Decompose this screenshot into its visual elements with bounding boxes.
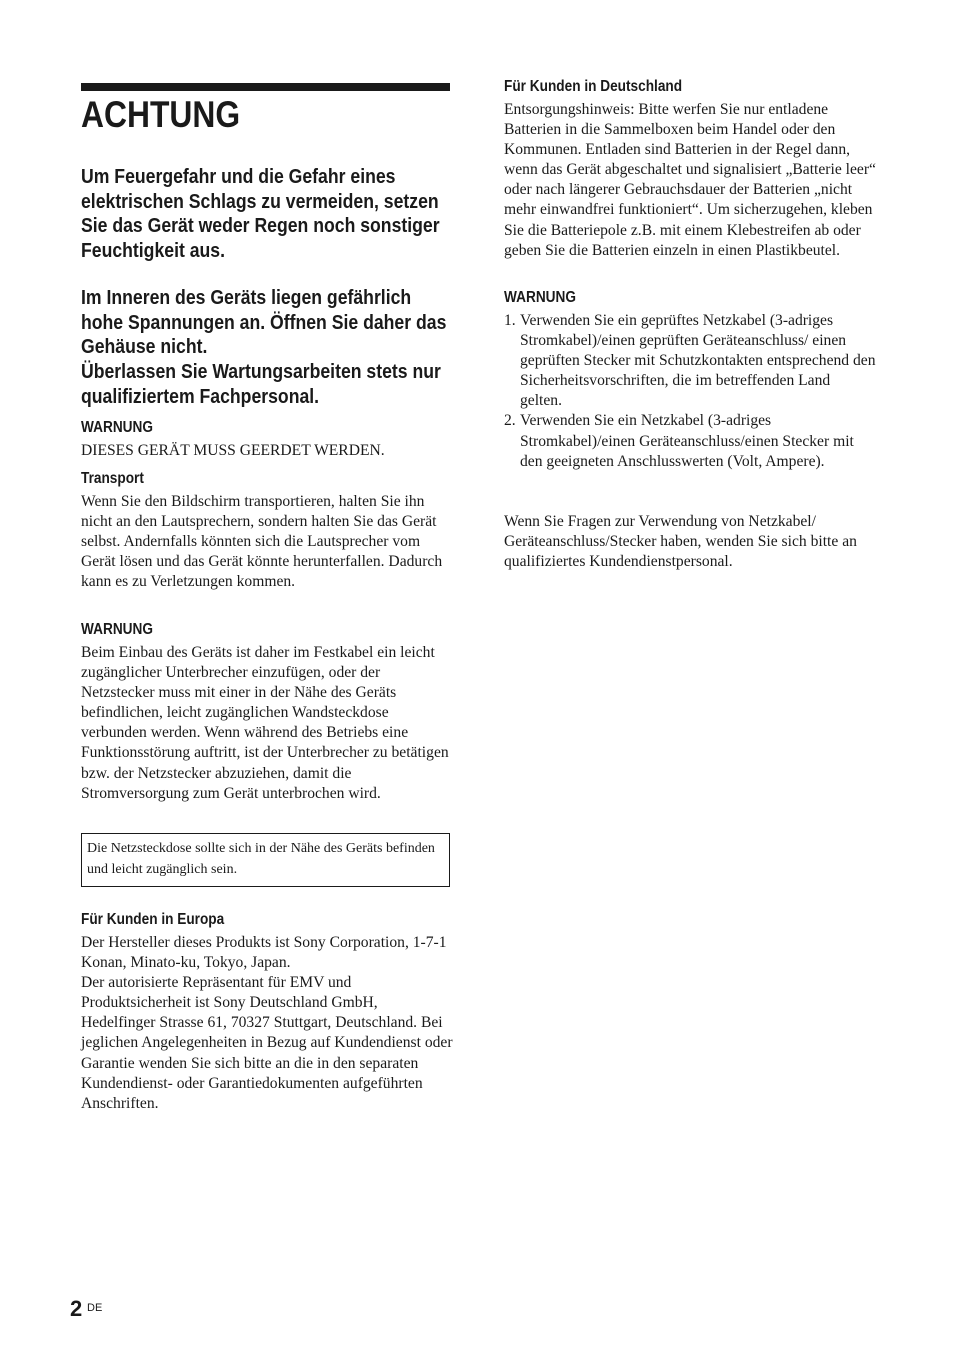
warnung-heading-2: WARNUNG bbox=[81, 621, 153, 638]
europa-heading: Für Kunden in Europa bbox=[81, 911, 225, 928]
list-item bbox=[504, 311, 876, 411]
notice-box bbox=[81, 833, 450, 887]
europa-text: Der Hersteller dieses Produkts ist Sony Corporation, 1-7-1 Konan, Minato-ku, Tokyo, Japan. Der autorisierte Repräsentant für EMV und Produktsicherheit ist Sony Deutschland GmbH, Hedelfinger Strasse 61, 70327 Stuttgart, Deutschland. Bei jeglichen Angelegenheiten in Bezug auf Kundendienst oder Garantie wenden Sie sich bitte an die in den separaten Kundendienst- oder Garantiedokumenten aufgeführten Anschriften. bbox=[81, 934, 453, 1112]
notice-box-text: Die Netzsteckdose sollte sich in der Nähe des Geräts befinden und leicht zugänglich sein. bbox=[87, 841, 435, 877]
warnung-list bbox=[504, 311, 876, 472]
list-item-number: 1. bbox=[504, 312, 516, 329]
warnung-text-2: Beim Einbau des Geräts ist daher im Festkabel ein leicht zugänglicher Unterbrecher einzufügen, oder der Netzstecker muss mit einer in der Nähe des Geräts befindlichen, leicht zugänglichen Wandsteckdose verbunden werden. Wenn während des Betriebs eine Funktionsstörung auftritt, ist der Unterbrecher zu betätigen bzw. der Netzstecker abzuziehen, damit die Stromversorgung zum Gerät unterbrochen wird. bbox=[81, 644, 449, 802]
page-number: 2 bbox=[70, 1296, 83, 1321]
transport-heading: Transport bbox=[81, 470, 144, 487]
transport-text: Wenn Sie den Bildschirm transportieren, halten Sie ihn nicht an den Lautsprechern, sondern halten Sie das Gerät selbst. Andernfalls könnten sich die Lautsprecher vom Gerät lösen und das Gerät könnte herunterfallen. Dadurch kann es zu Verletzungen kommen. bbox=[81, 493, 443, 591]
deutschland-text: Entsorgungshinweis: Bitte werfen Sie nur entladene Batterien in die Sammelboxen beim Handel oder den Kommunen. Entladen sind Batterien in der Regel dann, wenn das Gerät abgeschaltet und signalisiert „Batterie leer“ oder nach längerer Gebrauchsdauer der Batterien „nicht mehr einwandfrei funktioniert“. Um sicherzugehen, kleben Sie die Batteriepole z.B. mit einem Klebestreifen ab oder geben Sie die Batterien einzeln in einen Plastikbeutel. bbox=[504, 101, 876, 259]
list-item-number: 2. bbox=[504, 412, 516, 430]
warnung-heading-1: WARNUNG bbox=[81, 419, 153, 436]
list-item-text: Verwenden Sie ein geprüftes Netzkabel (3-adriges Stromkabel)/einen geprüften Geräteanschluss/ einen geprüften Stecker mit Schutzkontakten entsprechend den Sicherheitsvorschriften, die im betreffenden Land gelten. bbox=[520, 312, 876, 410]
questions-text: Wenn Sie Fragen zur Verwendung von Netzkabel/ Geräteanschluss/Stecker haben, wenden Sie sich bitte an qualifiziertes Kundendienstpersonal. bbox=[504, 513, 857, 571]
lead-warning-1: Um Feuergefahr und die Gefahr eines elektrischen Schlags zu vermeiden, setzen Sie das Gerät weder Regen noch sonstiger Feuchtigkeit aus. bbox=[81, 165, 440, 262]
page-language: DE bbox=[87, 1302, 103, 1314]
page-title: ACHTUNG bbox=[81, 94, 241, 135]
title-rule bbox=[81, 83, 450, 91]
warnung-text-1: DIESES GERÄT MUSS GEERDET WERDEN. bbox=[81, 442, 385, 459]
list-item-text: Verwenden Sie ein Netzkabel (3-adriges Stromkabel)/einen Geräteanschluss/einen Stecker mit den geeigneten Anschlusswerten (Volt, Ampere). bbox=[520, 412, 854, 470]
list-item bbox=[504, 411, 876, 471]
warnung-heading-3: WARNUNG bbox=[504, 289, 576, 306]
deutschland-heading: Für Kunden in Deutschland bbox=[504, 78, 683, 95]
lead-warning-3: Überlassen Sie Wartungsarbeiten stets nur qualifiziertem Fachpersonal. bbox=[81, 360, 441, 408]
lead-warning-2: Im Inneren des Geräts liegen gefährlich hohe Spannungen an. Öffnen Sie daher das Gehäuse nicht. bbox=[81, 286, 447, 359]
